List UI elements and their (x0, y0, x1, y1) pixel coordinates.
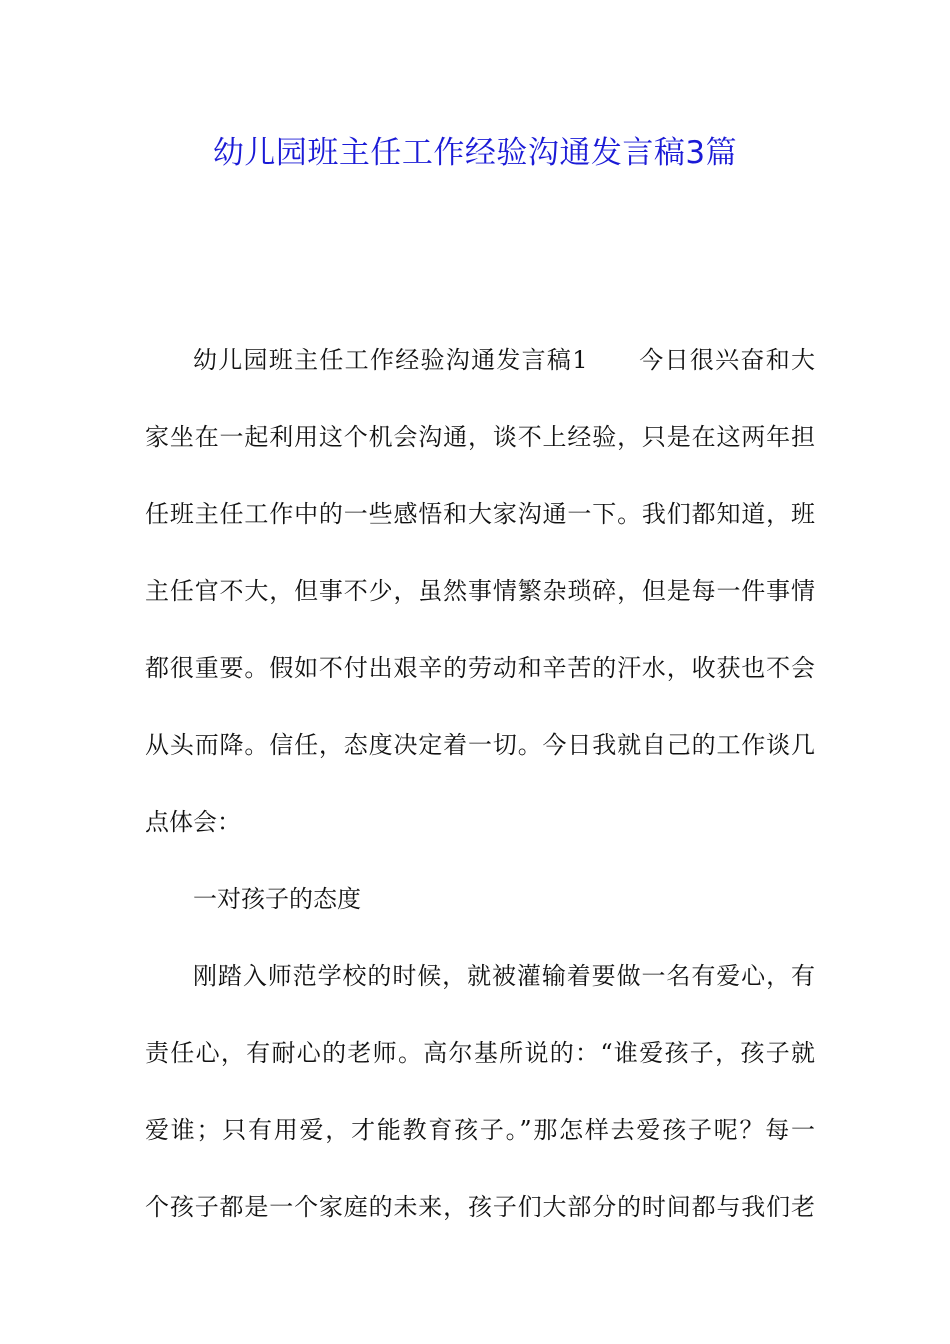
document-title: 幼儿园班主任工作经验沟通发言稿3篇 (212, 135, 738, 171)
paragraph-line: 爱谁；只有用爱，才能教育孩子。”那怎样去爱孩子呢？每一 (145, 1116, 815, 1144)
paragraph-line: 家坐在一起利用这个机会沟通，谈不上经验，只是在这两年担 (145, 423, 815, 451)
paragraph-line: 主任官不大，但事不少，虽然事情繁杂琐碎，但是每一件事情 (145, 577, 815, 605)
paragraph-line: 点体会： (145, 808, 241, 836)
paragraph-line: 责任心，有耐心的老师。高尔基所说的：“谁爱孩子，孩子就 (145, 1039, 815, 1067)
paragraph-line: 个孩子都是一个家庭的未来，孩子们大部分的时间都与我们老 (145, 1193, 815, 1221)
paragraph-line: 都很重要。假如不付出艰辛的劳动和辛苦的汗水，收获也不会 (145, 654, 815, 682)
paragraph-line: 幼儿园班主任工作经验沟通发言稿1 今日很兴奋和大 (193, 346, 815, 374)
paragraph-line: 任班主任工作中的一些感悟和大家沟通一下。我们都知道，班 (145, 500, 815, 528)
paragraph-line: 从头而降。信任，态度决定着一切。今日我就自己的工作谈几 (145, 731, 815, 759)
section-heading: 一对孩子的态度 (193, 885, 361, 913)
paragraph-line: 刚踏入师范学校的时候，就被灌输着要做一名有爱心，有 (193, 962, 815, 990)
document-body (145, 338, 815, 1262)
